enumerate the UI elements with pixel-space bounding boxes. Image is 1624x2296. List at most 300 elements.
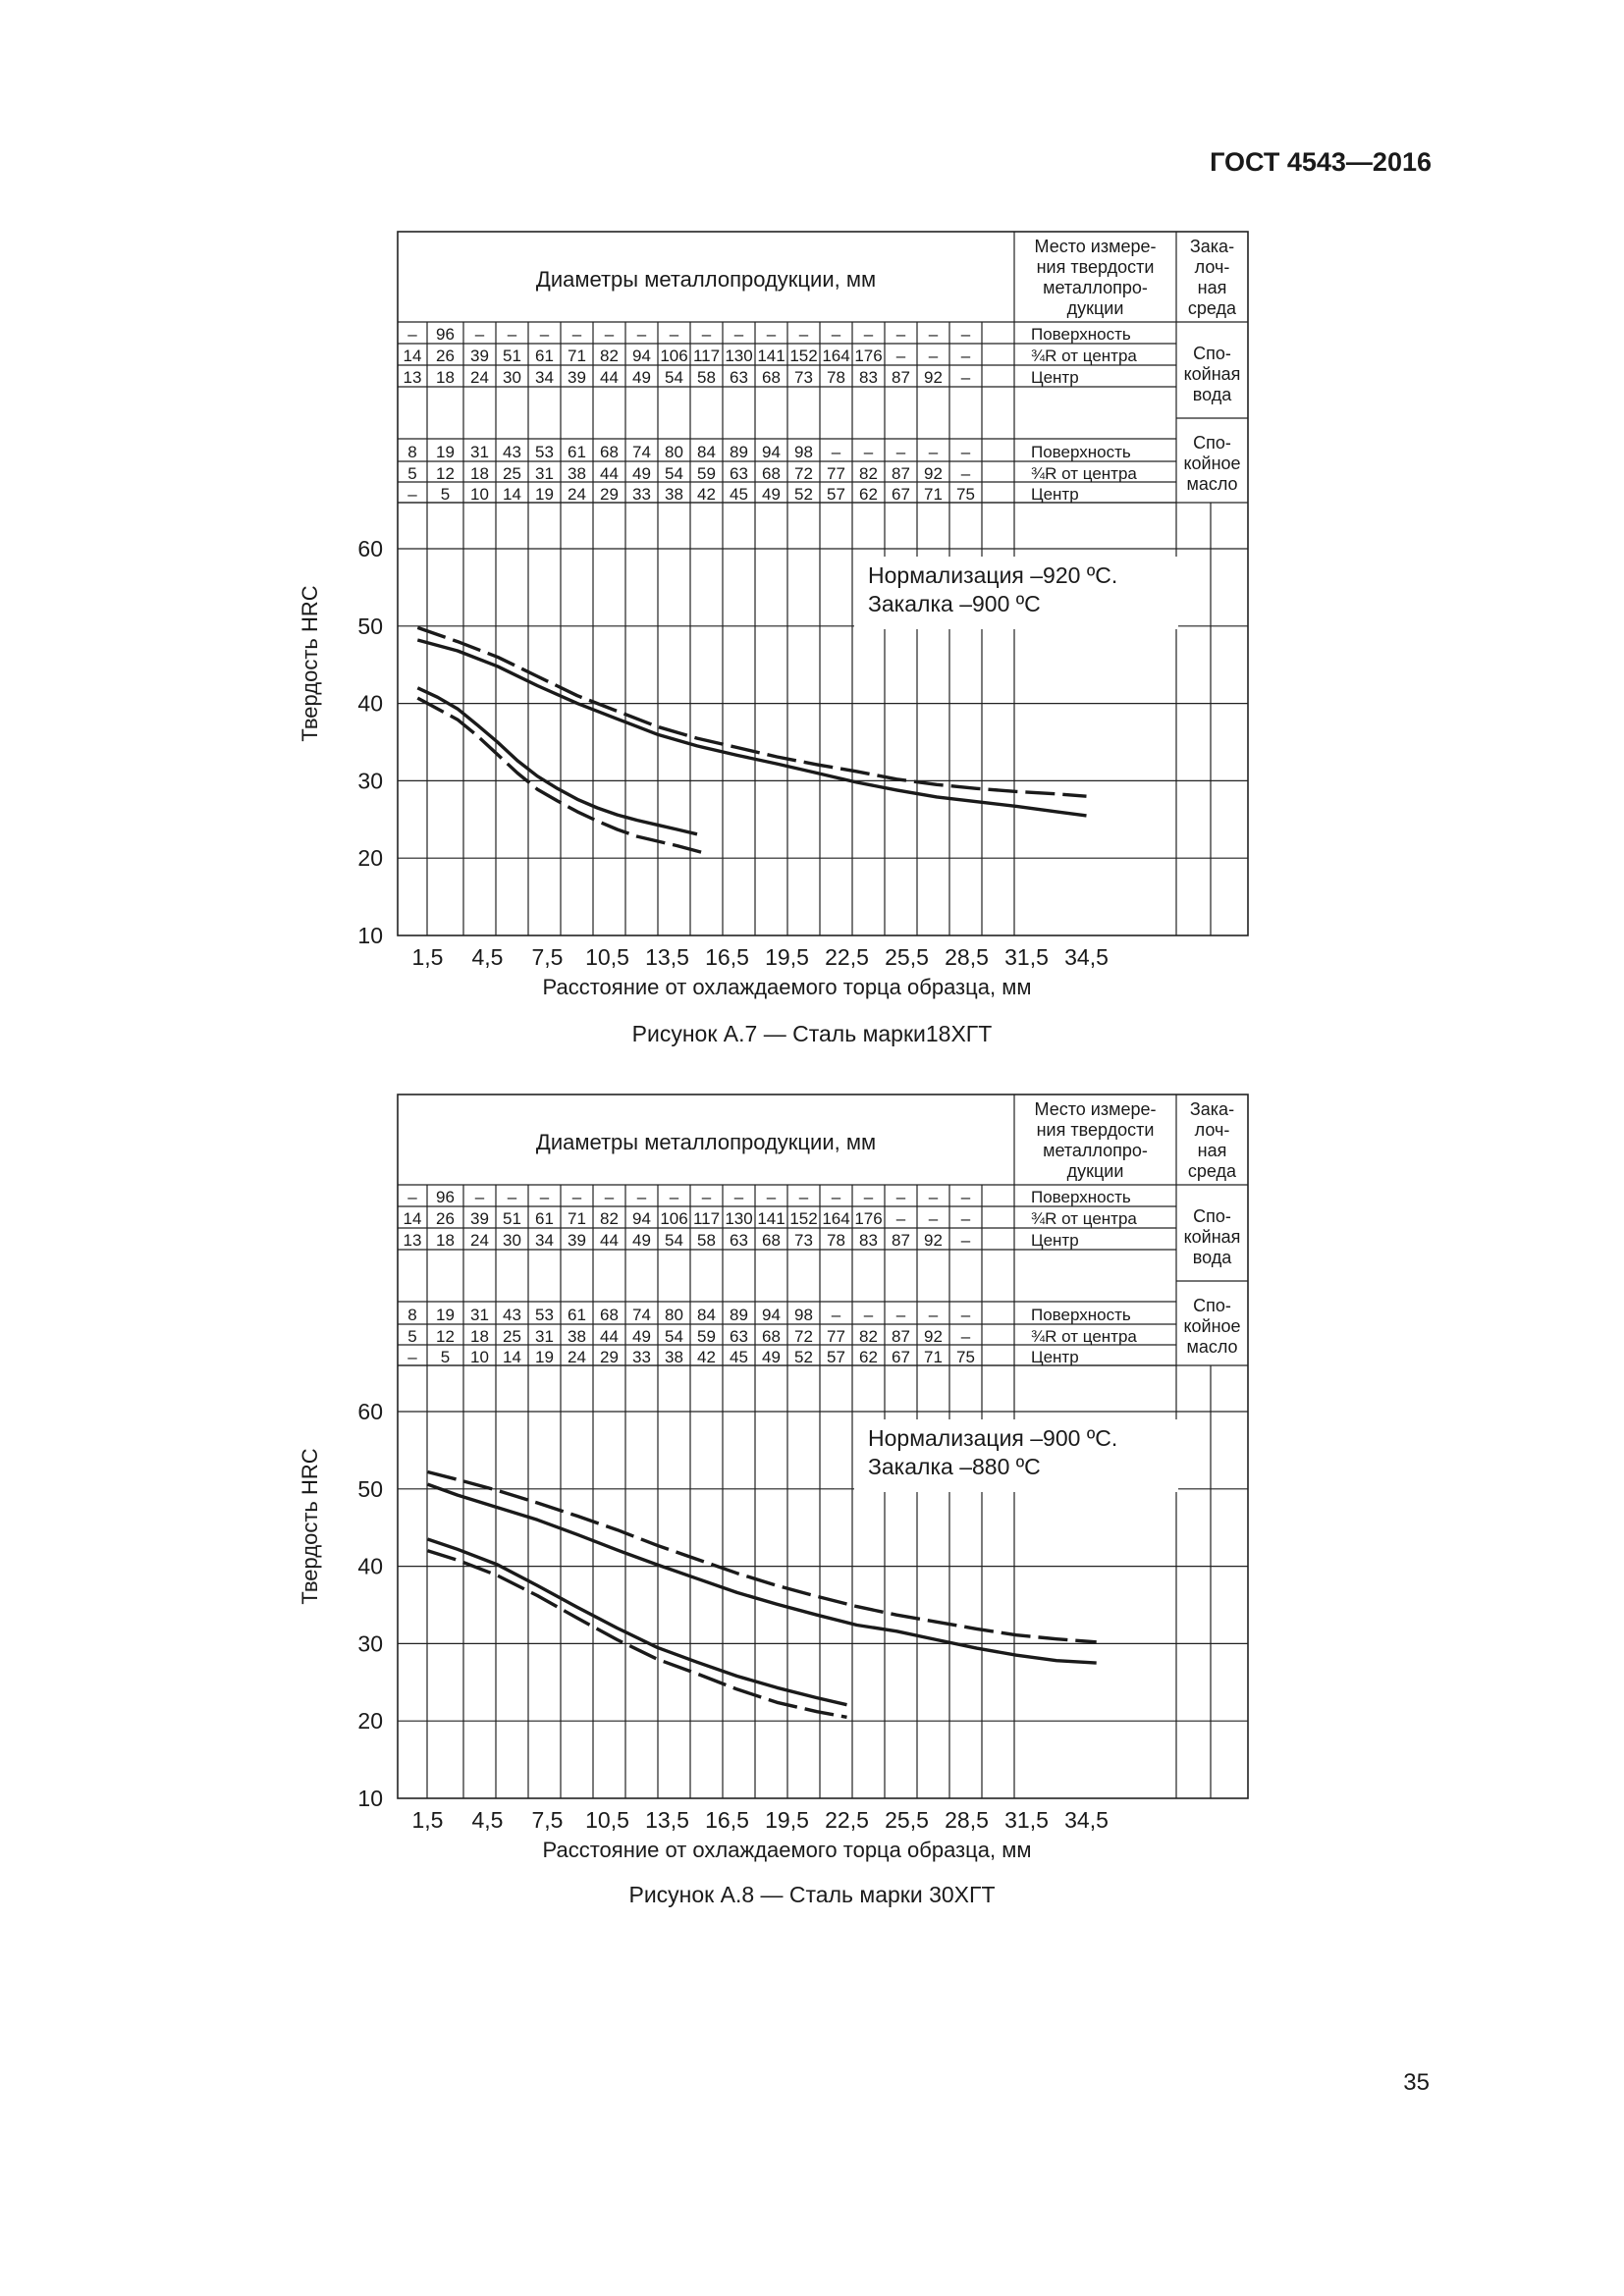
table-header-medium-line: Зака-	[1189, 1099, 1235, 1119]
table-cell-oil: –	[928, 443, 939, 461]
table-cell-oil: 57	[827, 1348, 845, 1366]
table-cell-oil: 72	[794, 1327, 813, 1346]
table-cell-water: –	[507, 325, 517, 344]
table-header-place-line: ния твердости	[1036, 257, 1155, 277]
table-header-place-line: металлопро-	[1043, 278, 1148, 297]
table-cell-water: –	[701, 325, 712, 344]
table-cell-oil: 94	[762, 443, 781, 461]
table-header-medium-line: ная	[1197, 278, 1227, 297]
table-place-oil: ¾R от центра	[1031, 1327, 1137, 1346]
table-cell-oil: 25	[503, 1327, 521, 1346]
table-cell-water: 82	[600, 1209, 619, 1228]
table-cell-oil: 8	[407, 443, 417, 461]
table-cell-oil: 14	[503, 1348, 521, 1366]
table-cell-water: 30	[503, 368, 521, 387]
table-cell-oil: 10	[470, 1348, 489, 1366]
table-cell-oil: 62	[859, 485, 878, 504]
table-place-water: Поверхность	[1031, 325, 1131, 344]
table-cell-water: 152	[789, 347, 818, 365]
table-cell-water: 94	[632, 1209, 651, 1228]
annotation-line: Нормализация –900 ºС.	[868, 1425, 1118, 1451]
table-cell-oil: 29	[600, 485, 619, 504]
table-cell-water: 87	[892, 1231, 910, 1250]
x-tick-label: 28,5	[945, 944, 989, 970]
table-header-diameters: Диаметры металлопродукции, мм	[535, 1130, 877, 1154]
table-cell-oil: 52	[794, 485, 813, 504]
table-cell-oil: 67	[892, 485, 910, 504]
table-cell-oil: 18	[470, 1327, 489, 1346]
table-cell-water: 14	[403, 1209, 422, 1228]
x-axis-label: Расстояние от охлаждаемого торца образца, мм	[542, 1838, 1032, 1862]
table-cell-water: 68	[762, 368, 781, 387]
document-code: ГОСТ 4543—2016	[1210, 147, 1432, 177]
table-cell-oil: 92	[924, 464, 943, 483]
table-cell-water: 83	[859, 368, 878, 387]
figure-a7-caption: Рисунок А.7 — Сталь марки18ХГТ	[631, 1021, 993, 1046]
table-cell-water: 61	[535, 347, 554, 365]
table-header-medium-line: лоч-	[1194, 1120, 1230, 1140]
table-cell-oil: 5	[407, 1327, 417, 1346]
table-cell-oil: 44	[600, 464, 619, 483]
table-cell-water: –	[571, 325, 582, 344]
table-cell-oil: 80	[665, 443, 683, 461]
table-cell-oil: 5	[407, 464, 417, 483]
table-cell-water: 71	[568, 1209, 586, 1228]
table-cell-oil: –	[831, 1306, 841, 1324]
table-cell-oil: 59	[697, 464, 716, 483]
table-cell-oil: –	[960, 1306, 971, 1324]
table-cell-water: 164	[822, 347, 850, 365]
table-cell-oil: 43	[503, 1306, 521, 1324]
table-cell-water: 54	[665, 368, 683, 387]
table-cell-oil: 31	[470, 443, 489, 461]
table-cell-oil: 38	[665, 1348, 683, 1366]
table-header-place-line: ния твердости	[1036, 1120, 1155, 1140]
table-cell-oil: 29	[600, 1348, 619, 1366]
x-tick-label: 25,5	[885, 944, 929, 970]
table-cell-water: –	[539, 325, 550, 344]
table-place-oil: ¾R от центра	[1031, 464, 1137, 483]
table-cell-oil: –	[895, 1306, 906, 1324]
table-cell-oil: 19	[535, 1348, 554, 1366]
x-tick-label: 22,5	[825, 1807, 869, 1833]
table-cell-water: –	[636, 325, 647, 344]
table-cell-oil: 24	[568, 485, 586, 504]
table-cell-water: 176	[854, 1209, 883, 1228]
table-cell-water: –	[863, 1188, 874, 1206]
table-cell-water: –	[928, 1188, 939, 1206]
x-axis-label: Расстояние от охлаждаемого торца образца, мм	[542, 975, 1032, 999]
table-cell-water: –	[831, 1188, 841, 1206]
table-place-water: Центр	[1031, 368, 1079, 387]
table-cell-oil: 75	[956, 485, 975, 504]
table-cell-water: 141	[757, 1209, 785, 1228]
table-cell-oil: 38	[665, 485, 683, 504]
table-cell-water: 49	[632, 368, 651, 387]
table-cell-water: 26	[436, 1209, 455, 1228]
table-cell-water: 49	[632, 1231, 651, 1250]
table-cell-water: –	[701, 1188, 712, 1206]
table-cell-oil: 49	[762, 1348, 781, 1366]
table-place-water: ¾R от центра	[1031, 1209, 1137, 1228]
table-cell-water: –	[604, 1188, 615, 1206]
table-place-oil: Центр	[1031, 485, 1079, 504]
table-cell-oil: 42	[697, 485, 716, 504]
table-cell-water: 13	[403, 1231, 422, 1250]
table-place-oil: Центр	[1031, 1348, 1079, 1366]
table-cell-water: –	[895, 1188, 906, 1206]
table-cell-water: 176	[854, 347, 883, 365]
x-tick-label: 7,5	[531, 1807, 564, 1833]
table-medium-oil: койное	[1183, 454, 1241, 473]
y-tick-label: 40	[357, 1553, 383, 1579]
annotation-line: Нормализация –920 ºС.	[868, 562, 1118, 588]
table-cell-water: 34	[535, 368, 554, 387]
table-cell-oil: 54	[665, 464, 683, 483]
table-cell-water: –	[507, 1188, 517, 1206]
table-cell-oil: 19	[436, 443, 455, 461]
y-tick-label: 20	[357, 845, 383, 872]
table-cell-oil: 92	[924, 1327, 943, 1346]
table-cell-oil: 19	[436, 1306, 455, 1324]
table-cell-oil: 98	[794, 443, 813, 461]
chart-table-0	[298, 232, 1248, 999]
y-axis-label: Твердость HRC	[298, 585, 322, 742]
table-cell-oil: 44	[600, 1327, 619, 1346]
table-cell-oil: –	[960, 1327, 971, 1346]
table-cell-water: –	[960, 347, 971, 365]
table-cell-water: 18	[436, 1231, 455, 1250]
x-tick-label: 4,5	[471, 1807, 504, 1833]
table-cell-oil: 43	[503, 443, 521, 461]
table-cell-water: –	[733, 325, 744, 344]
table-cell-water: –	[798, 325, 809, 344]
y-tick-label: 20	[357, 1708, 383, 1735]
series-line-dashed	[417, 627, 1086, 796]
table-cell-oil: 80	[665, 1306, 683, 1324]
annotation-line: Закалка –900 ºС	[868, 591, 1041, 616]
x-tick-label: 4,5	[471, 944, 504, 970]
table-cell-water: 96	[436, 1188, 455, 1206]
table-cell-water: –	[831, 325, 841, 344]
table-cell-oil: 67	[892, 1348, 910, 1366]
table-cell-oil: 31	[535, 464, 554, 483]
table-medium-oil: масло	[1186, 1337, 1238, 1357]
table-medium-oil: масло	[1186, 474, 1238, 494]
table-header-place-line: металлопро-	[1043, 1141, 1148, 1160]
table-cell-oil: 68	[762, 1327, 781, 1346]
y-tick-label: 10	[357, 1786, 383, 1811]
table-cell-water: 87	[892, 368, 910, 387]
table-cell-water: –	[474, 325, 485, 344]
table-cell-water: 24	[470, 1231, 489, 1250]
table-cell-oil: 63	[730, 1327, 748, 1346]
x-tick-label: 1,5	[411, 944, 444, 970]
table-cell-oil: 74	[632, 443, 651, 461]
table-cell-oil: –	[960, 443, 971, 461]
table-cell-oil: 74	[632, 1306, 651, 1324]
x-tick-label: 10,5	[585, 1807, 629, 1833]
table-cell-water: –	[636, 1188, 647, 1206]
table-cell-water: 54	[665, 1231, 683, 1250]
table-medium-oil: Спо-	[1193, 1296, 1231, 1315]
y-tick-label: 30	[357, 768, 383, 794]
table-cell-oil: 71	[924, 485, 943, 504]
table-cell-water: 78	[827, 1231, 845, 1250]
table-medium-water: Спо-	[1193, 1206, 1231, 1226]
table-cell-water: –	[928, 347, 939, 365]
table-header-medium-line: лоч-	[1194, 257, 1230, 277]
x-tick-label: 1,5	[411, 1807, 444, 1833]
table-cell-water: 14	[403, 347, 422, 365]
table-cell-water: –	[539, 1188, 550, 1206]
table-cell-water: 34	[535, 1231, 554, 1250]
table-cell-water: –	[895, 325, 906, 344]
y-tick-label: 30	[357, 1630, 383, 1657]
y-axis-label: Твердость HRC	[298, 1448, 322, 1605]
table-cell-water: 130	[725, 1209, 753, 1228]
table-cell-oil: –	[863, 1306, 874, 1324]
x-tick-label: 13,5	[645, 1807, 689, 1833]
table-cell-oil: 31	[470, 1306, 489, 1324]
table-cell-water: 26	[436, 347, 455, 365]
table-cell-water: 44	[600, 368, 619, 387]
table-place-water: Центр	[1031, 1231, 1079, 1250]
x-tick-label: 13,5	[645, 944, 689, 970]
table-cell-water: 63	[730, 368, 748, 387]
table-cell-water: –	[766, 325, 777, 344]
table-header-medium-line: среда	[1187, 298, 1237, 318]
table-cell-water: –	[669, 325, 679, 344]
table-cell-water: –	[733, 1188, 744, 1206]
x-tick-label: 10,5	[585, 944, 629, 970]
table-cell-oil: 45	[730, 1348, 748, 1366]
table-cell-oil: 24	[568, 1348, 586, 1366]
table-place-water: ¾R от центра	[1031, 347, 1137, 365]
table-cell-oil: 49	[632, 1327, 651, 1346]
table-cell-oil: 98	[794, 1306, 813, 1324]
table-cell-oil: 18	[470, 464, 489, 483]
figure-a7-chart	[0, 196, 1624, 1001]
table-cell-water: –	[960, 368, 971, 387]
table-cell-water: 58	[697, 1231, 716, 1250]
table-cell-oil: 5	[440, 1348, 451, 1366]
y-tick-label: 10	[357, 923, 383, 948]
table-cell-water: 83	[859, 1231, 878, 1250]
table-cell-oil: 68	[600, 443, 619, 461]
table-cell-water: –	[960, 1231, 971, 1250]
table-cell-water: 39	[470, 347, 489, 365]
table-cell-water: –	[895, 1209, 906, 1228]
table-cell-oil: –	[895, 443, 906, 461]
table-cell-oil: 31	[535, 1327, 554, 1346]
chart-table-1	[298, 1095, 1248, 1862]
table-cell-oil: 72	[794, 464, 813, 483]
table-cell-oil: 82	[859, 1327, 878, 1346]
table-cell-oil: 77	[827, 1327, 845, 1346]
table-cell-oil: 61	[568, 443, 586, 461]
series-line-dashed	[428, 1551, 847, 1718]
table-cell-water: 106	[660, 347, 688, 365]
x-tick-label: 19,5	[765, 944, 809, 970]
table-cell-water: 96	[436, 325, 455, 344]
table-cell-water: 73	[794, 1231, 813, 1250]
x-tick-label: 16,5	[705, 1807, 749, 1833]
table-cell-water: 61	[535, 1209, 554, 1228]
series-line-solid	[417, 640, 1086, 816]
figure-a8-caption: Рисунок А.8 — Сталь марки 30ХГТ	[628, 1882, 996, 1907]
table-cell-oil: –	[831, 443, 841, 461]
page-number: 35	[1403, 2069, 1430, 2096]
table-cell-water: –	[960, 1209, 971, 1228]
x-tick-label: 16,5	[705, 944, 749, 970]
table-header-diameters: Диаметры металлопродукции, мм	[535, 267, 877, 292]
table-cell-oil: 33	[632, 1348, 651, 1366]
table-cell-oil: 8	[407, 1306, 417, 1324]
table-cell-oil: –	[928, 1306, 939, 1324]
table-cell-oil: 49	[762, 485, 781, 504]
table-place-oil: Поверхность	[1031, 1306, 1131, 1324]
table-cell-water: 30	[503, 1231, 521, 1250]
table-cell-water: 117	[692, 347, 721, 365]
table-cell-water: –	[863, 325, 874, 344]
table-cell-oil: 87	[892, 464, 910, 483]
table-cell-water: 39	[470, 1209, 489, 1228]
table-cell-water: –	[928, 325, 939, 344]
table-cell-oil: 45	[730, 485, 748, 504]
table-cell-oil: 68	[600, 1306, 619, 1324]
table-cell-water: 24	[470, 368, 489, 387]
table-cell-oil: 49	[632, 464, 651, 483]
x-tick-label: 19,5	[765, 1807, 809, 1833]
table-header-place-line: дукции	[1066, 298, 1124, 318]
table-cell-oil: 89	[730, 1306, 748, 1324]
table-medium-water: койная	[1183, 1227, 1241, 1247]
table-cell-oil: –	[863, 443, 874, 461]
table-cell-water: 141	[757, 347, 785, 365]
table-cell-water: 164	[822, 1209, 850, 1228]
table-cell-water: –	[571, 1188, 582, 1206]
x-tick-label: 25,5	[885, 1807, 929, 1833]
table-cell-water: –	[928, 1209, 939, 1228]
figure-a8-chart	[0, 1059, 1624, 1864]
table-cell-water: 130	[725, 347, 753, 365]
table-cell-water: –	[960, 325, 971, 344]
table-medium-water: Спо-	[1193, 344, 1231, 363]
table-cell-water: –	[960, 1188, 971, 1206]
table-header-medium-line: ная	[1197, 1141, 1227, 1160]
table-cell-water: –	[407, 325, 417, 344]
table-cell-oil: –	[960, 464, 971, 483]
table-cell-oil: 61	[568, 1306, 586, 1324]
table-cell-oil: 62	[859, 1348, 878, 1366]
table-cell-water: 92	[924, 1231, 943, 1250]
table-cell-water: 71	[568, 347, 586, 365]
table-cell-oil: 38	[568, 1327, 586, 1346]
table-cell-oil: 84	[697, 443, 716, 461]
table-header-place-line: дукции	[1066, 1161, 1124, 1181]
table-cell-water: 73	[794, 368, 813, 387]
series-line-solid	[428, 1539, 847, 1705]
table-cell-water: 58	[697, 368, 716, 387]
table-cell-oil: 52	[794, 1348, 813, 1366]
table-cell-oil: 59	[697, 1327, 716, 1346]
table-cell-water: 94	[632, 347, 651, 365]
table-cell-water: –	[798, 1188, 809, 1206]
series-line-solid	[417, 688, 697, 834]
table-cell-water: 82	[600, 347, 619, 365]
table-cell-oil: 75	[956, 1348, 975, 1366]
table-cell-water: 51	[503, 1209, 521, 1228]
table-cell-oil: 87	[892, 1327, 910, 1346]
table-medium-water: вода	[1192, 385, 1232, 404]
x-tick-label: 28,5	[945, 1807, 989, 1833]
annotation-line: Закалка –880 ºС	[868, 1454, 1041, 1479]
x-tick-label: 34,5	[1064, 1807, 1109, 1833]
table-cell-oil: 5	[440, 485, 451, 504]
table-cell-water: –	[766, 1188, 777, 1206]
table-medium-water: вода	[1192, 1248, 1232, 1267]
table-cell-water: –	[604, 325, 615, 344]
y-tick-label: 40	[357, 690, 383, 717]
table-cell-oil: 38	[568, 464, 586, 483]
y-tick-label: 60	[357, 536, 383, 561]
table-cell-oil: 19	[535, 485, 554, 504]
table-cell-oil: 84	[697, 1306, 716, 1324]
table-cell-oil: 53	[535, 443, 554, 461]
table-cell-water: 152	[789, 1209, 818, 1228]
table-cell-water: 106	[660, 1209, 688, 1228]
table-cell-water: 117	[692, 1209, 721, 1228]
table-cell-oil: 12	[436, 1327, 455, 1346]
table-cell-water: 44	[600, 1231, 619, 1250]
table-header-medium-line: Зака-	[1189, 237, 1235, 256]
x-tick-label: 31,5	[1004, 1807, 1049, 1833]
table-cell-oil: 82	[859, 464, 878, 483]
table-cell-oil: 25	[503, 464, 521, 483]
table-cell-water: 13	[403, 368, 422, 387]
table-cell-oil: 63	[730, 464, 748, 483]
table-cell-water: 39	[568, 368, 586, 387]
table-cell-oil: 10	[470, 485, 489, 504]
table-medium-oil: койное	[1183, 1316, 1241, 1336]
table-cell-oil: –	[407, 1348, 417, 1366]
table-cell-oil: 54	[665, 1327, 683, 1346]
x-tick-label: 31,5	[1004, 944, 1049, 970]
table-cell-water: –	[895, 347, 906, 365]
table-cell-oil: 77	[827, 464, 845, 483]
table-cell-oil: 42	[697, 1348, 716, 1366]
y-tick-label: 60	[357, 1399, 383, 1424]
table-cell-water: 92	[924, 368, 943, 387]
table-cell-water: 51	[503, 347, 521, 365]
table-cell-oil: 53	[535, 1306, 554, 1324]
table-cell-water: 78	[827, 368, 845, 387]
y-tick-label: 50	[357, 1475, 383, 1502]
table-place-oil: Поверхность	[1031, 443, 1131, 461]
table-cell-water: –	[669, 1188, 679, 1206]
x-tick-label: 7,5	[531, 944, 564, 970]
table-cell-water: 68	[762, 1231, 781, 1250]
table-header-medium-line: среда	[1187, 1161, 1237, 1181]
table-cell-oil: –	[407, 485, 417, 504]
table-header-place-line: Место измере-	[1034, 1099, 1157, 1119]
table-cell-water: 39	[568, 1231, 586, 1250]
table-header-place-line: Место измере-	[1034, 237, 1157, 256]
table-cell-water: –	[474, 1188, 485, 1206]
y-tick-label: 50	[357, 613, 383, 639]
table-place-water: Поверхность	[1031, 1188, 1131, 1206]
